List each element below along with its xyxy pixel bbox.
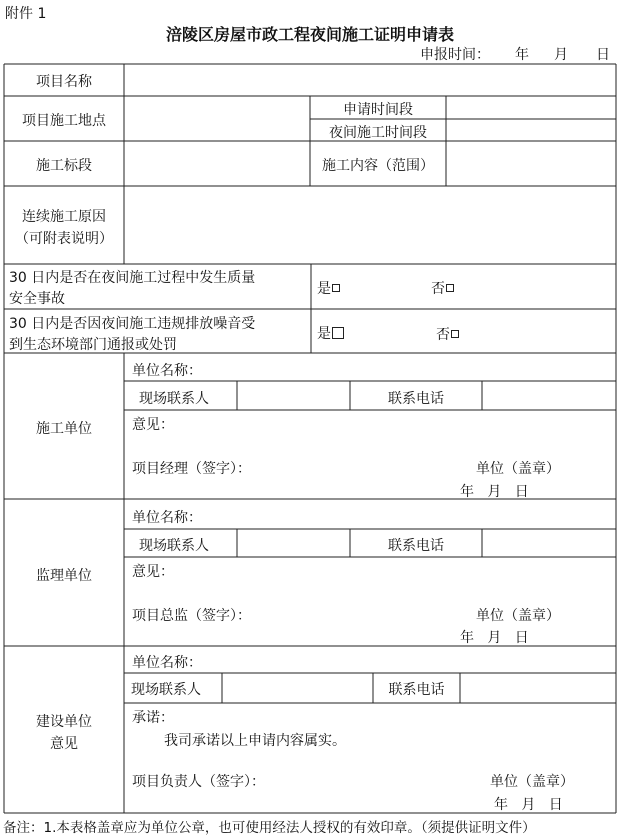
construction-unit-label: 施工单位 [36, 421, 92, 437]
report-year: 年 [515, 47, 529, 63]
night-period-field[interactable] [448, 121, 614, 140]
q1-label-line1: 30 日内是否在夜间施工过程中发生质量 [9, 270, 256, 286]
form-title: 涪陵区房屋市政工程夜间施工证明申请表 [165, 25, 454, 44]
project-location-label: 项目施工地点 [22, 113, 106, 129]
supervision-date: 年 月 日 [460, 630, 529, 646]
q1-label-line2: 安全事故 [9, 291, 65, 307]
owner-stamp-label: 单位（盖章） [490, 774, 574, 790]
construction-unit-name-field[interactable] [212, 356, 612, 380]
supervision-sign-label: 项目总监（签字）： [132, 608, 251, 624]
supervision-contact-field[interactable] [239, 531, 348, 555]
owner-commitment-label: 承诺： [132, 710, 174, 726]
owner-unit-name-field[interactable] [212, 648, 612, 672]
q2-yes-option[interactable] [317, 323, 344, 343]
q2-label-line1: 30 日内是否因夜间施工违规排放噪音受 [9, 316, 256, 332]
supervision-stamp-label: 单位（盖章） [476, 608, 560, 624]
checkbox-icon[interactable] [332, 327, 344, 339]
report-time-label: 申报时间： [420, 47, 490, 63]
owner-contact-field[interactable] [224, 675, 371, 701]
checkbox-icon[interactable] [451, 330, 459, 338]
construction-sign-label: 项目经理（签字）： [132, 461, 251, 477]
q2-no-option[interactable] [436, 324, 459, 344]
owner-unit-label-line1: 建设单位 [36, 714, 92, 730]
owner-phone-label: 联系电话 [388, 682, 445, 698]
report-day: 日 [596, 47, 610, 63]
supervision-opinion-label: 意见： [132, 564, 174, 580]
content-field[interactable] [448, 143, 614, 184]
q2-label-line2: 到生态环境部门通报或处罚 [9, 337, 177, 353]
apply-period-label: 申请时间段 [343, 102, 413, 118]
supervision-contact-label: 现场联系人 [139, 538, 209, 554]
owner-contact-label: 现场联系人 [131, 682, 201, 698]
supervision-phone-field[interactable] [484, 531, 614, 555]
construction-contact-field[interactable] [239, 383, 348, 408]
q1-no-label: 否 [431, 281, 445, 297]
owner-phone-field[interactable] [462, 675, 614, 701]
construction-unit-name-label: 单位名称： [132, 363, 202, 379]
report-month: 月 [554, 47, 568, 63]
construction-stamp-label: 单位（盖章） [476, 461, 560, 477]
checkbox-icon[interactable] [332, 284, 340, 292]
q2-no-label: 否 [436, 327, 450, 343]
attachment-label: 附件 1 [5, 6, 47, 22]
section-field[interactable] [126, 143, 308, 184]
owner-unit-label-line2: 意见 [50, 736, 78, 752]
supervision-unit-name-field[interactable] [212, 503, 612, 527]
construction-opinion-label: 意见： [132, 417, 174, 433]
owner-sign-label: 项目负责人（签字）： [132, 774, 265, 790]
owner-date: 年 月 日 [494, 797, 563, 813]
night-period-label: 夜间施工时间段 [329, 125, 427, 141]
footer-note: 备注：1.本表格盖章应为单位公章，也可使用经法人授权的有效印章。（须提供证明文件） [3, 820, 536, 836]
q1-no-option[interactable] [431, 278, 454, 298]
construction-date: 年 月 日 [460, 484, 529, 500]
supervision-phone-label: 联系电话 [388, 538, 444, 554]
owner-unit-name-label: 单位名称： [132, 655, 202, 671]
project-name-field[interactable] [126, 66, 614, 94]
supervision-unit-name-label: 单位名称： [132, 510, 202, 526]
content-label: 施工内容（范围） [322, 158, 434, 174]
owner-commitment-text: 我司承诺以上申请内容属实。 [164, 733, 346, 749]
reason-label-line1: 连续施工原因 [22, 209, 106, 225]
construction-phone-field[interactable] [484, 383, 614, 408]
construction-phone-label: 联系电话 [388, 391, 444, 407]
q1-yes-option[interactable] [317, 278, 340, 298]
checkbox-icon[interactable] [446, 284, 454, 292]
reason-label-line2: （可附表说明） [15, 231, 113, 247]
q1-yes-label: 是 [317, 281, 331, 297]
project-name-label: 项目名称 [36, 74, 92, 90]
supervision-unit-label: 监理单位 [36, 568, 92, 584]
construction-contact-label: 现场联系人 [139, 391, 209, 407]
q2-yes-label: 是 [317, 326, 331, 342]
apply-period-field[interactable] [448, 98, 614, 118]
reason-field[interactable] [126, 188, 614, 262]
section-label: 施工标段 [36, 158, 92, 174]
